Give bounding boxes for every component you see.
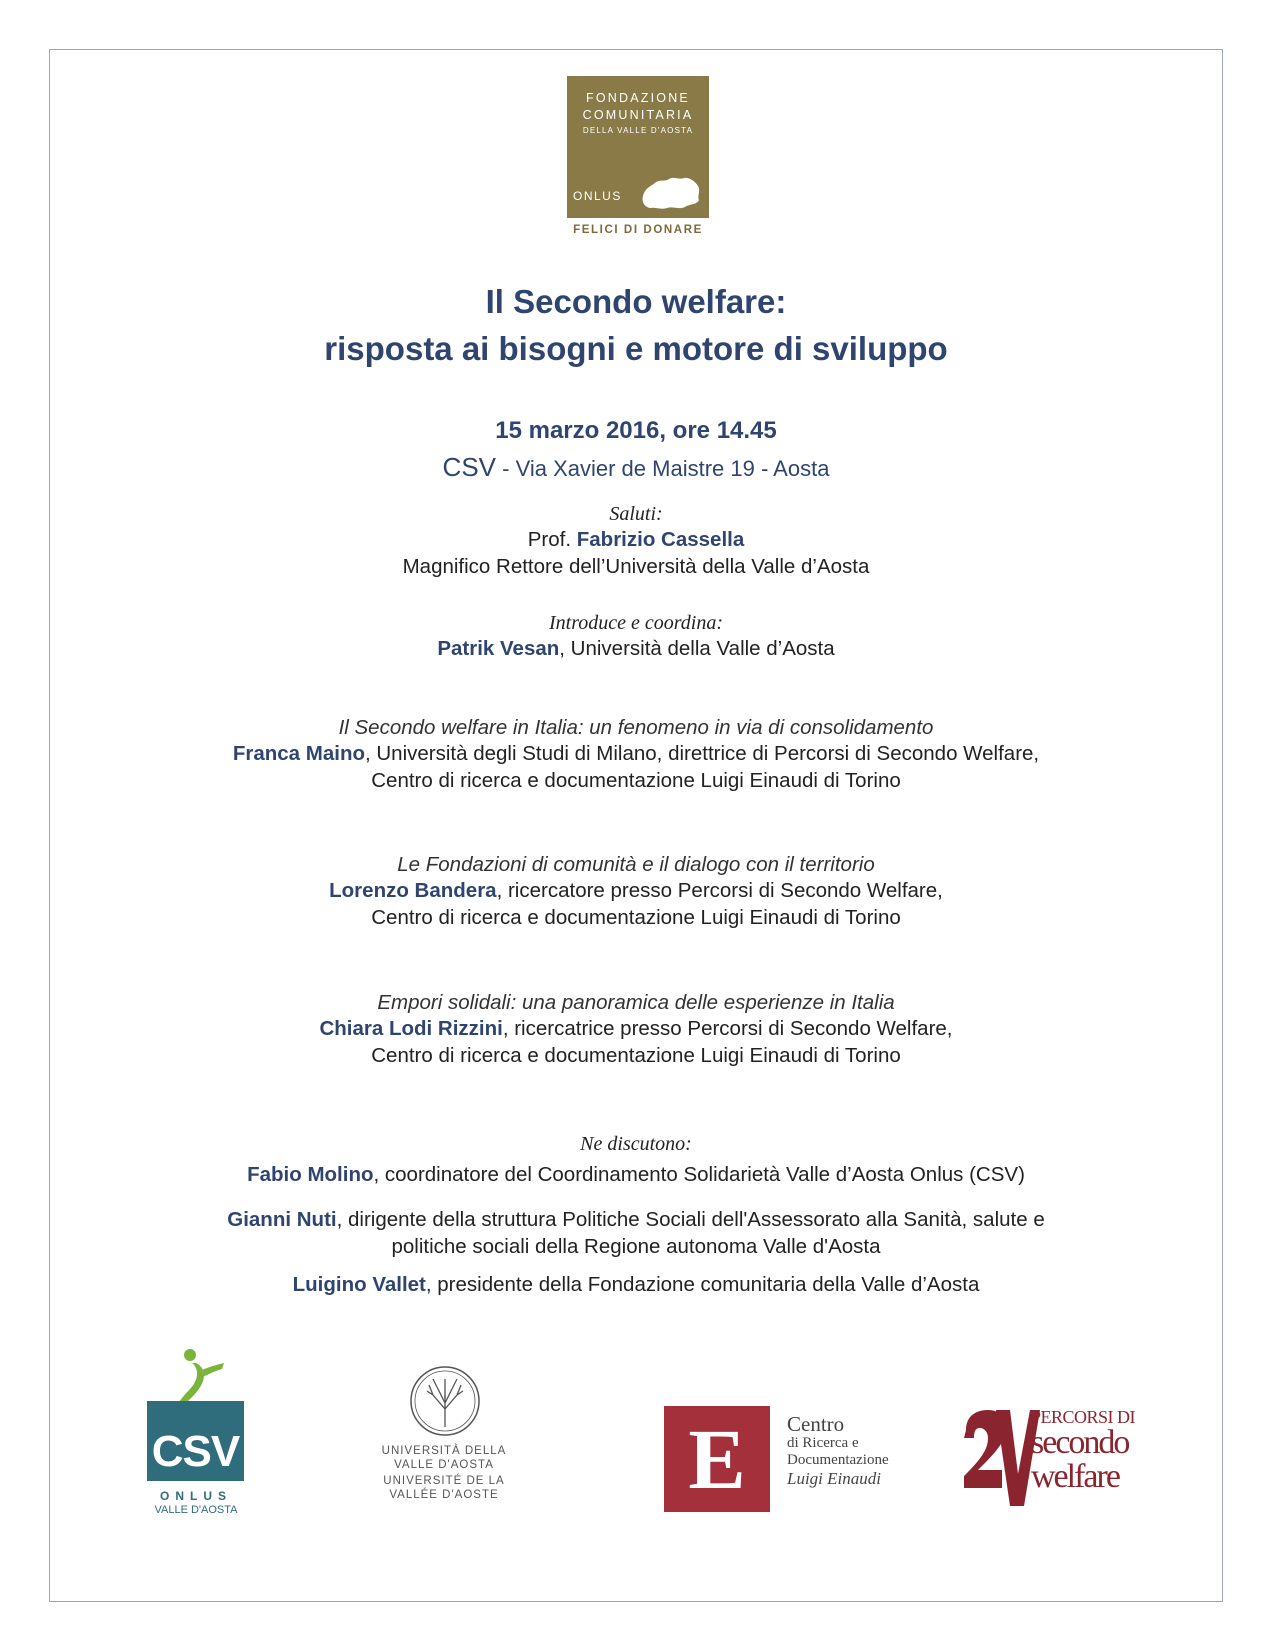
- greetings-prefix: Prof.: [527, 528, 577, 551]
- sw-line1: PERCORSI DI: [1031, 1407, 1136, 1427]
- logo-tagline: FELICI DI DONARE: [573, 224, 703, 236]
- univ-tree-icon: [409, 1365, 481, 1437]
- sw-line2: secondo: [1031, 1424, 1129, 1461]
- talk-speaker: [49, 1015, 1223, 1042]
- univ-line4: VALLÉE D'AOSTE: [389, 1489, 499, 1501]
- discussant-role-cont: politiche sociali della Regione autonoma Valle d'Aosta: [391, 1235, 881, 1258]
- talk-title: Empori solidali: una panoramica delle esperienze in Italia: [377, 991, 895, 1014]
- place-address: - Via Xavier de Maistre 19 - Aosta: [496, 456, 830, 481]
- talk-3: [49, 991, 1223, 1069]
- speaker-affiliation: Centro di ricerca e documentazione Luigi Einaudi di Torino: [371, 906, 901, 929]
- speaker-role: , ricercatore presso Percorsi di Secondo Welfare,: [496, 879, 943, 902]
- einaudi-mark: E: [688, 1411, 746, 1507]
- univ-line2: VALLE D'AOSTA: [394, 1459, 494, 1471]
- speaker-role: , Università degli Studi di Milano, direttrice di Percorsi di Secondo Welfare,: [364, 742, 1040, 765]
- logo-line3: DELLA VALLE D'AOSTA: [582, 126, 694, 135]
- speaker-name: Franca Maino: [232, 742, 365, 765]
- einaudi-line2: di Ricerca e: [787, 1435, 859, 1451]
- chair-section: [49, 612, 1223, 662]
- csv-mark: CSV: [151, 1427, 240, 1476]
- valle-aosta-map-icon: [639, 174, 703, 212]
- fondazione-logo: [567, 76, 709, 218]
- greetings-label: Saluti:: [609, 503, 663, 525]
- place-csv: CSV: [442, 452, 497, 482]
- secondo-welfare-text: [1031, 1408, 1135, 1494]
- discussant-role: , presidente della Fondazione comunitaria della Valle d’Aosta: [425, 1273, 980, 1296]
- event-date: 15 marzo 2016, ore 14.45: [495, 417, 777, 444]
- chair-name: Patrik Vesan: [437, 637, 560, 660]
- einaudi-name: [787, 1413, 889, 1489]
- speaker-affiliation: Centro di ricerca e documentazione Luigi Einaudi di Torino: [371, 1044, 901, 1067]
- speaker-name: Chiara Lodi Rizzini: [319, 1017, 503, 1040]
- talk-title: Le Fondazioni di comunità e il dialogo con il territorio: [397, 853, 875, 876]
- talk-1: [49, 716, 1223, 794]
- speaker-name: Lorenzo Bandera: [329, 879, 497, 902]
- talk-title: Il Secondo welfare in Italia: un fenomeno in via di consolidamento: [338, 716, 934, 739]
- discussant-name: Luigino Vallet: [292, 1273, 426, 1296]
- discussant-role: , dirigente della struttura Politiche Sociali dell'Assessorato alla Sanità, salute e: [336, 1208, 1045, 1231]
- csv-figure-icon: [170, 1347, 230, 1407]
- speaker-affiliation: Centro di ricerca e documentazione Luigi Einaudi di Torino: [371, 769, 901, 792]
- title-line2: risposta ai bisogni e motore di sviluppo: [324, 330, 948, 367]
- discussant-2: [49, 1206, 1223, 1260]
- csv-onlus: ONLUS: [160, 1489, 232, 1503]
- greetings-section: [49, 503, 1223, 580]
- event-place: [49, 452, 1223, 483]
- chair-person: [49, 635, 1223, 662]
- talk-2: [49, 853, 1223, 931]
- discussant-name: Gianni Nuti: [227, 1208, 337, 1231]
- discussion-label: [49, 1133, 1223, 1156]
- discussion-label-text: Ne discutono:: [580, 1133, 692, 1155]
- csv-region: VALLE D'AOSTA: [154, 1504, 238, 1516]
- logo-line2: COMUNITARIA: [582, 108, 694, 122]
- speaker-role: , ricercatrice presso Percorsi di Secondo Welfare,: [502, 1017, 953, 1040]
- einaudi-line1: Centro: [787, 1412, 845, 1436]
- discussant-role: , coordinatore del Coordinamento Solidarietà Valle d’Aosta Onlus (CSV): [373, 1163, 1025, 1186]
- univ-line1: UNIVERSITÀ DELLA: [381, 1445, 507, 1457]
- page-title: [49, 278, 1223, 372]
- sw-line3: welfare: [1031, 1458, 1119, 1495]
- greetings-person: [49, 526, 1223, 553]
- discussant-1: [49, 1161, 1223, 1188]
- chair-label: Introduce e coordina:: [548, 612, 724, 634]
- title-line1: Il Secondo welfare:: [485, 283, 787, 320]
- einaudi-line3: Documentazione: [787, 1452, 889, 1468]
- talk-speaker: [49, 740, 1223, 767]
- univ-line3: UNIVERSITÉ DE LA: [383, 1475, 505, 1487]
- talk-speaker: [49, 877, 1223, 904]
- chair-role: , Università della Valle d’Aosta: [559, 637, 835, 660]
- greetings-name: Fabrizio Cassella: [576, 528, 745, 551]
- secondo-welfare-mark-icon: [962, 1408, 1040, 1508]
- discussant-name: Fabio Molino: [247, 1163, 374, 1186]
- einaudi-line4: Luigi Einaudi: [787, 1469, 881, 1488]
- discussant-3: [49, 1271, 1223, 1298]
- logo-onlus: ONLUS: [573, 189, 622, 203]
- greetings-role: Magnifico Rettore dell’Università della Valle d’Aosta: [402, 555, 870, 578]
- logo-line1: FONDAZIONE: [586, 91, 690, 105]
